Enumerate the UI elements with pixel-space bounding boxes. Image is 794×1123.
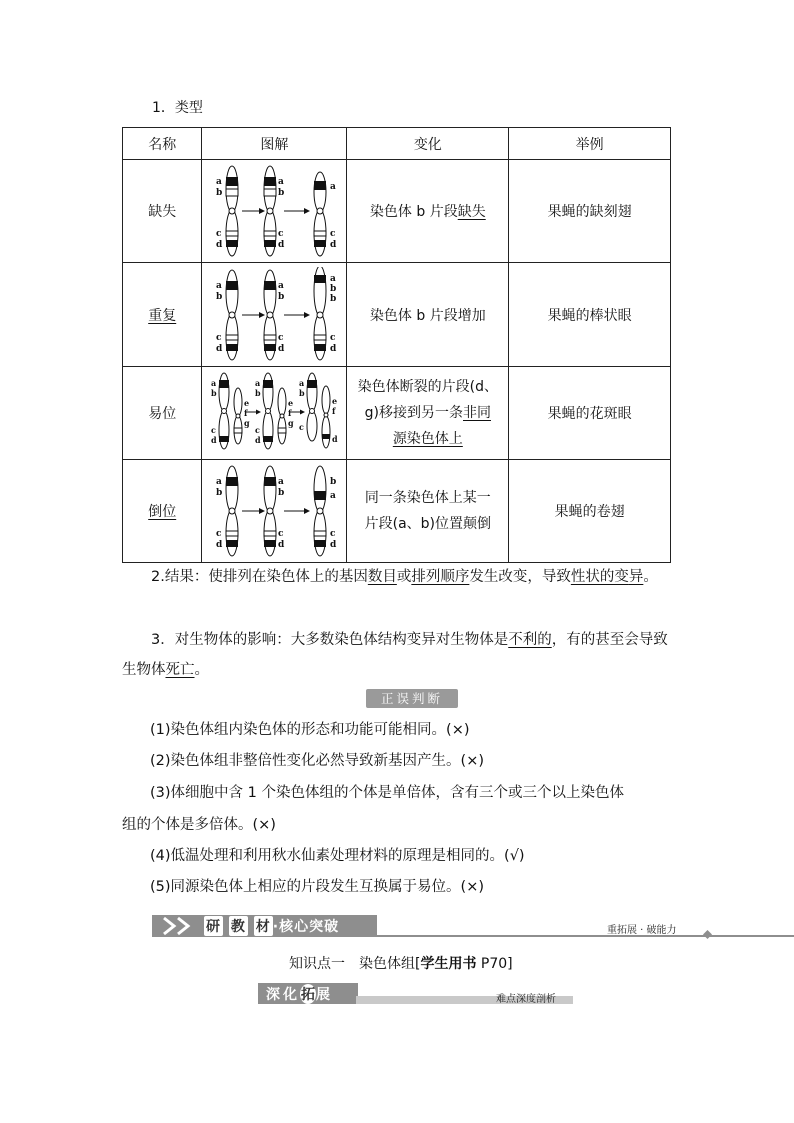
chromosome-variation-table [122, 127, 671, 563]
row-figure [202, 460, 347, 563]
label-c: c [216, 229, 222, 239]
judge-item: (4)低温处理和利用秋水仙素处理材料的原理是相同的。(√) [150, 848, 525, 864]
row-name-text: 重复 [148, 307, 177, 324]
knowledge-text: P70] [476, 956, 513, 972]
label-a: a [330, 273, 337, 284]
row-change [347, 460, 509, 563]
row-figure [202, 263, 347, 367]
row-figure [202, 160, 347, 263]
section-band-deepen [258, 983, 573, 1005]
row-change [347, 367, 509, 460]
label-e: e [332, 396, 338, 406]
result-key: 性状的变 [570, 569, 629, 585]
row-example: 果蝇的卷翅 [509, 460, 671, 563]
change-line [351, 426, 504, 452]
label-c: c [278, 229, 284, 239]
band-char: 展 [316, 987, 333, 1003]
change-line: 片段(a、b)位置颠倒 [364, 516, 492, 532]
row-name [123, 460, 202, 563]
label-d: d [216, 343, 223, 354]
change-line: 染色体断裂的片段(d、 [357, 379, 498, 395]
label-a: a [278, 280, 285, 291]
label-b: b [299, 388, 305, 398]
label-d: d [332, 434, 338, 444]
label-d: d [255, 435, 261, 445]
change-key: 非同 [463, 405, 491, 421]
header-name: 名称 [123, 128, 202, 160]
label-a: a [255, 378, 261, 388]
change-line [351, 400, 504, 426]
band-title [266, 984, 333, 1004]
influence-text: 会导致生物体 [122, 632, 668, 678]
row-name: 易位 [123, 367, 202, 460]
label-c: c [330, 332, 336, 343]
label-a: a [299, 378, 305, 388]
label-b: b [216, 291, 223, 302]
result-paragraph [122, 562, 674, 592]
label-f: f [332, 406, 336, 416]
label-b: b [330, 283, 337, 294]
label-c: c [211, 425, 217, 435]
band-title [204, 916, 339, 936]
diamond-icon [703, 930, 712, 939]
label-b: b [330, 293, 337, 304]
knowledge-ref: 学生用书 [420, 956, 477, 972]
label-c: c [330, 529, 336, 539]
label-b: b [216, 488, 223, 498]
label-d: d [330, 343, 337, 354]
band-subtitle: 重拓展 · 破能力 [607, 925, 677, 936]
influence-text: 。 [194, 662, 209, 678]
row-change [347, 160, 509, 263]
change-text: 染色体 b 片段 [369, 204, 458, 220]
deletion-diagram [204, 163, 344, 259]
band-underline [352, 935, 794, 937]
result-key: 排列顺序 [411, 569, 470, 585]
translocation-diagram [204, 370, 344, 456]
label-a: a [330, 182, 337, 192]
label-c: c [278, 529, 284, 539]
influence-paragraph [122, 625, 674, 685]
double-chevron-icon [160, 916, 200, 936]
label-c: c [299, 422, 305, 432]
inversion-diagram [204, 463, 344, 559]
change-key: 源染色体上 [392, 431, 463, 447]
section-band-core [152, 911, 712, 937]
label-e: e [288, 398, 294, 408]
label-b: b [211, 388, 217, 398]
result-text: 。 [643, 569, 658, 585]
label-d: d [278, 540, 285, 550]
label-d: d [330, 240, 337, 250]
label-c: c [216, 332, 222, 343]
label-b: b [278, 188, 285, 198]
label-e: e [244, 398, 250, 408]
band-char: 深 [266, 987, 283, 1003]
judge-item: (5)同源染色体上相应的片段发生互换属于易位。(×) [150, 879, 485, 895]
row-example: 果蝇的缺刻翅 [509, 160, 671, 263]
row-name: 缺失 [123, 160, 202, 263]
label-a: a [278, 177, 285, 187]
label-d: d [278, 240, 285, 250]
judge-item: (3)体细胞中含 1 个染色体组的个体是单倍体，含有三个或三个以上染色体 [150, 785, 624, 801]
label-a: a [216, 477, 223, 487]
label-d: d [211, 435, 217, 445]
knowledge-text: 知识点一 染色体组[ [289, 956, 421, 972]
label-a: a [330, 491, 337, 501]
influence-key: 死亡 [165, 662, 195, 678]
header-example: 举例 [509, 128, 671, 160]
duplication-diagram [204, 267, 344, 363]
row-figure [202, 367, 347, 460]
influence-text: 3．对生物体的影响：大多数染色体结构变异对生物体是 [151, 632, 509, 648]
label-d: d [216, 540, 223, 550]
change-key: 缺失 [457, 204, 486, 220]
band-subtitle: 难点深度剖析 [496, 994, 556, 1005]
knowledge-point-title [289, 953, 513, 973]
band-char: 化 [283, 987, 300, 1003]
label-d: d [330, 540, 337, 550]
result-key: 数目 [367, 569, 397, 585]
result-key: 异 [628, 569, 644, 585]
table-row [123, 160, 671, 263]
label-c: c [216, 529, 222, 539]
table-header-row [123, 128, 671, 160]
table-row [123, 367, 671, 460]
band-char: 教 [229, 916, 248, 936]
table-row [123, 263, 671, 367]
row-change: 染色体 b 片段增加 [347, 263, 509, 367]
judge-item: (2)染色体组非整倍性变化必然导致新基因产生。(×) [150, 753, 485, 769]
band-char: 材 [254, 916, 273, 936]
label-c: c [330, 229, 336, 239]
table-row [123, 460, 671, 563]
label-a: a [216, 280, 223, 291]
row-example: 果蝇的花斑眼 [509, 367, 671, 460]
result-text: 或 [396, 569, 412, 585]
label-a: a [211, 378, 217, 388]
band-char: 研 [204, 916, 223, 936]
label-g: g [244, 418, 250, 428]
label-g: g [288, 418, 294, 428]
label-a: a [216, 177, 223, 187]
label-b: b [255, 388, 261, 398]
result-text: 发生改变，导致 [469, 569, 571, 585]
row-example: 果蝇的棒状眼 [509, 263, 671, 367]
change-text: g)移接到另一条 [364, 405, 463, 421]
label-c: c [278, 332, 284, 343]
label-b: b [278, 291, 285, 302]
judge-badge: 正误判断 [366, 689, 458, 708]
label-a: a [278, 477, 285, 487]
header-change: 变化 [347, 128, 509, 160]
label-f: f [288, 408, 292, 418]
label-b: b [216, 188, 223, 198]
change-line: 同一条染色体上某一 [364, 490, 491, 506]
band-rest: ·核心突破 [272, 919, 340, 935]
judge-item: 组的个体是多倍体。(×) [122, 817, 276, 833]
result-text: 2.结果：使排列在染色体上的基因 [151, 569, 368, 585]
header-figure: 图解 [202, 128, 347, 160]
label-d: d [216, 240, 223, 250]
label-b: b [330, 477, 337, 487]
label-d: d [278, 343, 285, 354]
label-c: c [255, 425, 261, 435]
band-char: 拓 [300, 984, 316, 1004]
label-b: b [278, 488, 285, 498]
judge-item: (1)染色体组内染色体的形态和功能可能相同。(×) [150, 722, 470, 738]
label-f: f [244, 408, 248, 418]
section-heading-types: 1．类型 [152, 100, 203, 116]
influence-key: 不利的 [508, 632, 552, 648]
influence-text: ，有的甚至 [551, 632, 625, 648]
row-name-text: 倒位 [148, 504, 177, 520]
row-name [123, 263, 202, 367]
